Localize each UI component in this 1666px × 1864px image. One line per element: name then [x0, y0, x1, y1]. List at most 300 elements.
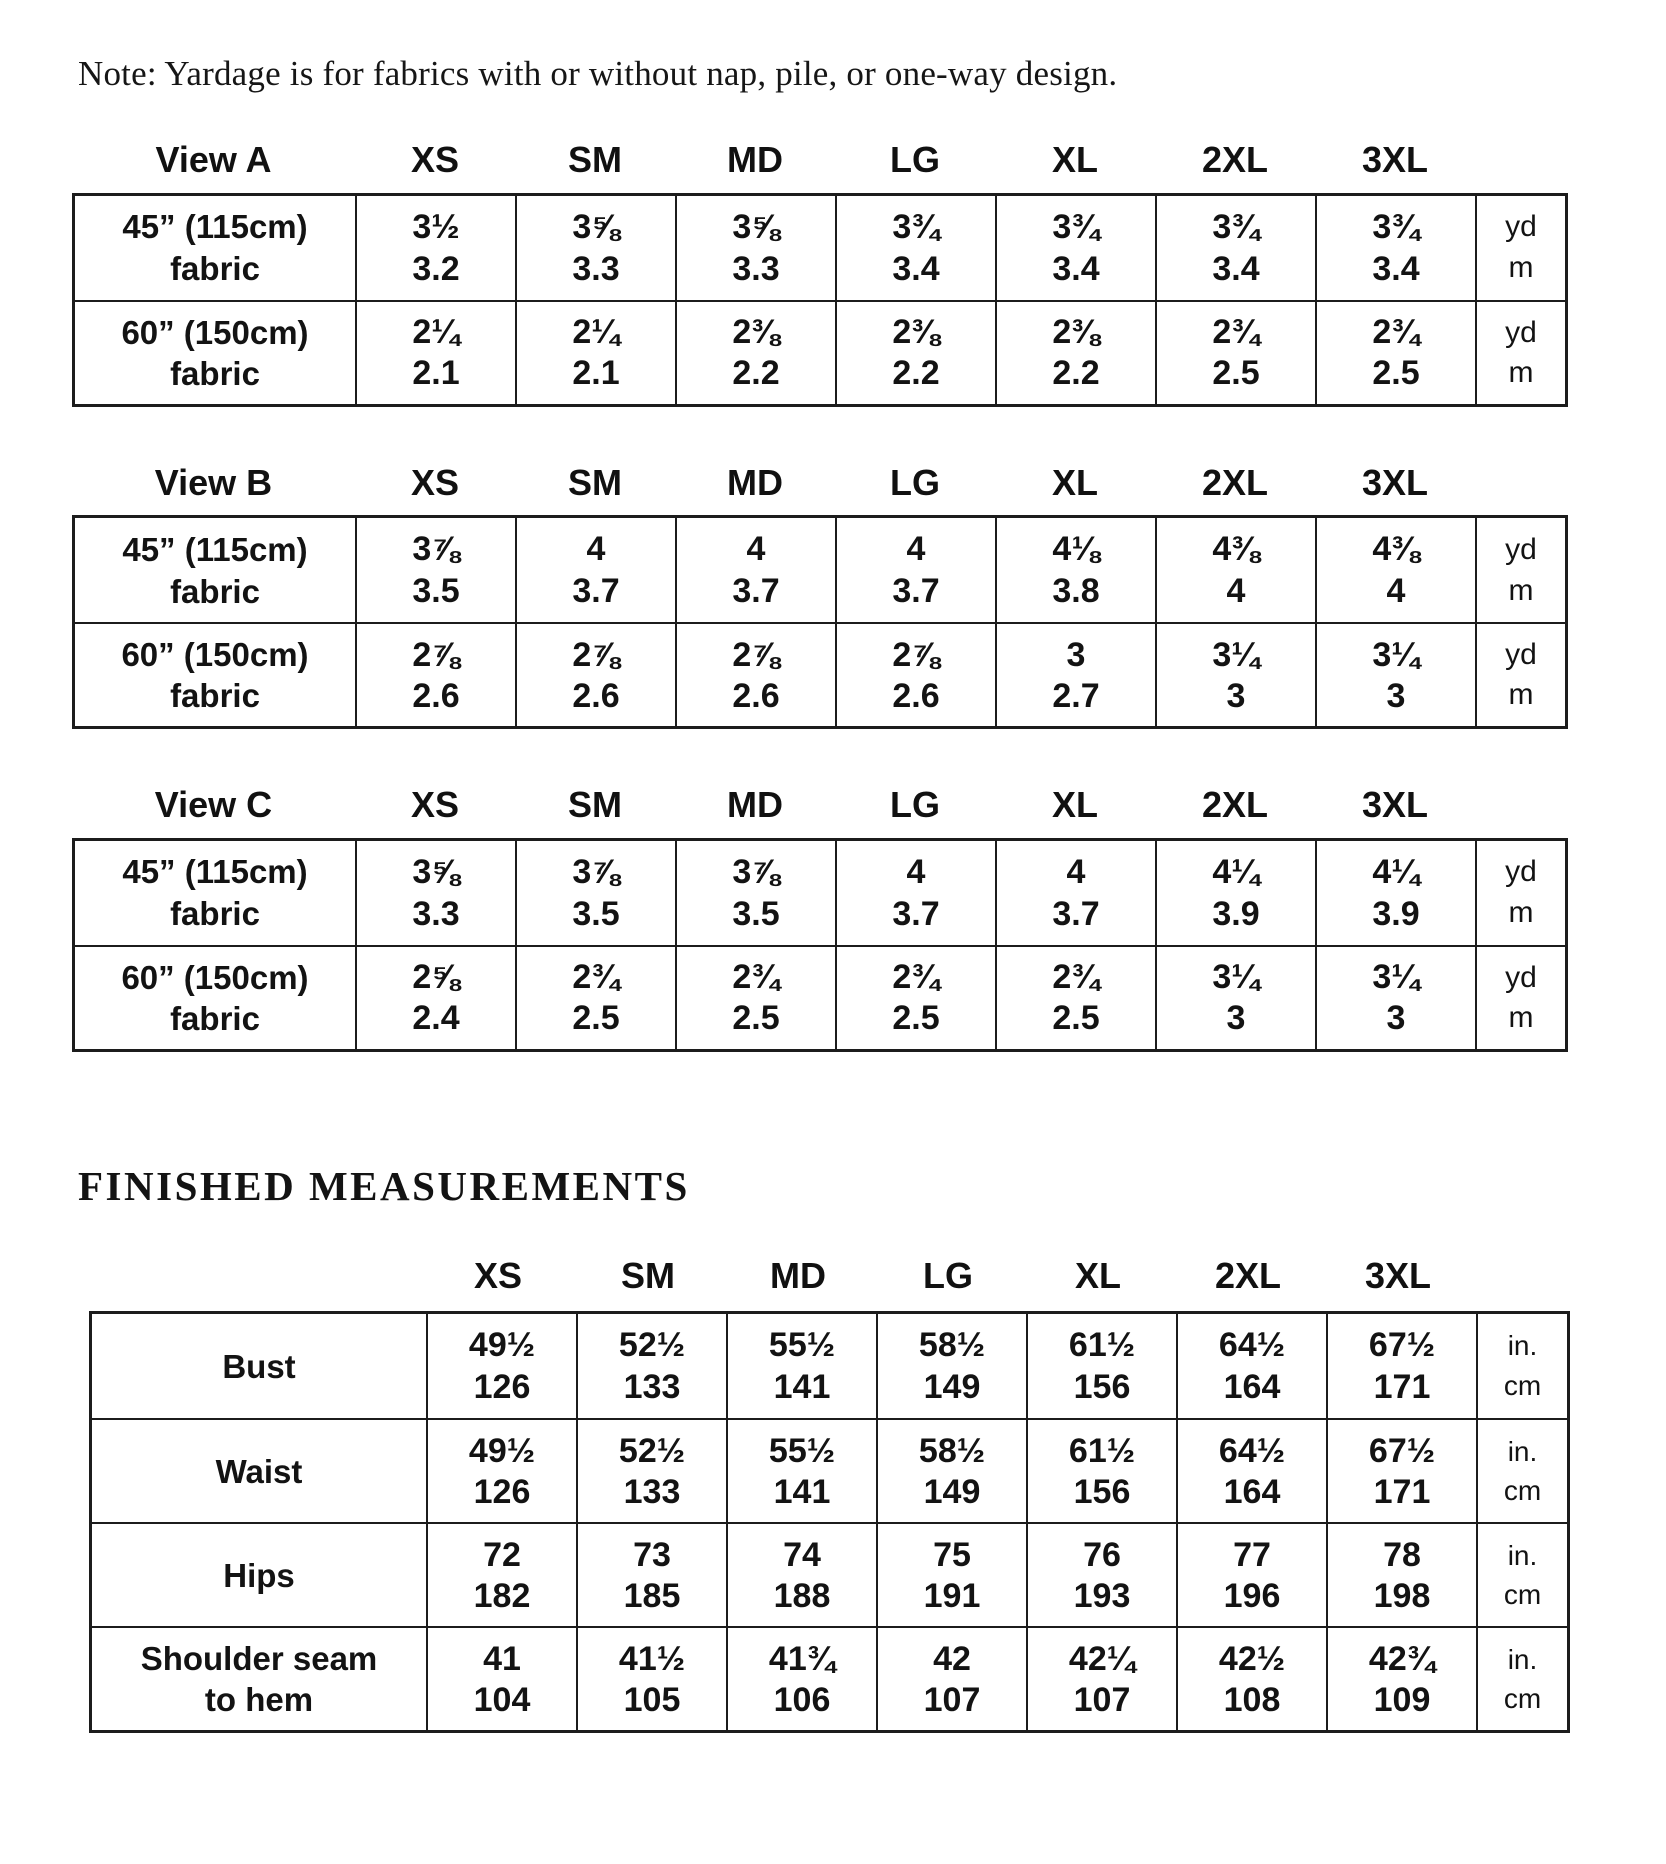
- finished-measurements-section: [89, 1256, 1666, 1734]
- m-unit-label: m: [1508, 678, 1534, 712]
- view-a-title: View A: [155, 139, 272, 180]
- unit-cell: [1475, 518, 1565, 622]
- m-value: 2.6: [892, 676, 940, 715]
- in-value: 67½: [1368, 1431, 1436, 1470]
- in-value: 41½: [618, 1639, 686, 1678]
- yd-value: 3¼: [1372, 958, 1420, 997]
- m-value: 3: [1386, 999, 1406, 1038]
- size-header-md: MD: [727, 139, 783, 180]
- fabric-width-label: 60” (150cm): [121, 313, 309, 351]
- m-value: 2.5: [892, 999, 940, 1038]
- measurement-cell-lg: [876, 1524, 1026, 1626]
- unit-cell: [1476, 1628, 1567, 1730]
- cm-value: 105: [623, 1681, 681, 1720]
- yardage-cell-xs: [355, 196, 515, 300]
- in-value: 41¾: [768, 1639, 836, 1678]
- cm-value: 107: [923, 1681, 981, 1720]
- fabric-45-row: [75, 841, 1565, 945]
- fabric-word-label: fabric: [170, 677, 260, 715]
- measurement-cell-lg: [876, 1314, 1026, 1418]
- measurement-label: Waist: [215, 1452, 303, 1490]
- cm-value: 171: [1373, 1368, 1431, 1407]
- in-value: 77: [1233, 1535, 1271, 1574]
- m-value: 2.5: [572, 999, 620, 1038]
- m-value: 2.2: [1052, 354, 1100, 393]
- in-unit-label: in.: [1507, 1330, 1538, 1362]
- cm-value: 198: [1373, 1577, 1431, 1616]
- yd-value: 3: [1066, 635, 1086, 674]
- row-label-cell: [92, 1524, 426, 1626]
- measurement-cell-xl: [1026, 1420, 1176, 1522]
- yd-unit-label: yd: [1505, 210, 1537, 244]
- measurement-label-line2: to hem: [204, 1681, 314, 1719]
- in-value: 42¾: [1368, 1639, 1436, 1678]
- m-value: 3.4: [1052, 249, 1100, 288]
- size-header-xl: XL: [1051, 139, 1098, 180]
- view-c-title: View C: [154, 784, 273, 826]
- cm-value: 133: [623, 1368, 681, 1407]
- yardage-cell-lg: [835, 624, 995, 726]
- m-value: 2.1: [572, 354, 620, 393]
- fabric-60-row: [75, 300, 1565, 404]
- in-value: 58½: [918, 1431, 986, 1470]
- size-header-3xl: 3XL: [1361, 139, 1429, 180]
- yardage-cell-2xl: [1155, 518, 1315, 622]
- yd-value: 2¾: [1372, 312, 1420, 351]
- cm-value: 133: [623, 1473, 681, 1512]
- in-value: 61½: [1068, 1326, 1136, 1365]
- unit-cell: [1476, 1524, 1567, 1626]
- unit-cell: [1476, 1420, 1567, 1522]
- yardage-cell-md: [675, 947, 835, 1049]
- size-header-sm: SM: [568, 784, 622, 826]
- size-header-2xl: 2XL: [1201, 461, 1269, 503]
- yd-unit-label: yd: [1505, 315, 1537, 349]
- measurement-cell-md: [726, 1628, 876, 1730]
- yd-value: 3⅞: [412, 530, 460, 569]
- cm-unit-label: cm: [1503, 1579, 1542, 1611]
- yd-value: 2¾: [892, 958, 940, 997]
- yardage-cell-md: [675, 196, 835, 300]
- in-value: 49½: [468, 1431, 536, 1470]
- m-value: 4: [1386, 572, 1406, 611]
- m-unit-label: m: [1508, 896, 1534, 930]
- m-value: 2.5: [1372, 354, 1420, 393]
- yardage-cell-3xl: [1315, 196, 1475, 300]
- yardage-cell-lg: [835, 947, 995, 1049]
- unit-cell: [1475, 947, 1565, 1049]
- fabric-width-label: 60” (150cm): [121, 636, 309, 674]
- yardage-cell-sm: [515, 947, 675, 1049]
- measurement-cell-xs: [426, 1524, 576, 1626]
- unit-cell: [1475, 302, 1565, 404]
- unit-cell: [1475, 196, 1565, 300]
- yd-value: 3⅞: [732, 852, 780, 891]
- cm-unit-label: cm: [1503, 1683, 1542, 1715]
- yardage-cell-3xl: [1315, 302, 1475, 404]
- measurement-cell-xl: [1026, 1314, 1176, 1418]
- yd-value: 2⅝: [412, 958, 460, 997]
- size-header-3xl: 3XL: [1361, 784, 1429, 826]
- yd-value: 3¼: [1372, 635, 1420, 674]
- yd-value: 4: [906, 530, 926, 569]
- m-value: 3.8: [1052, 572, 1100, 611]
- yardage-cell-3xl: [1315, 624, 1475, 726]
- yd-value: 3¾: [892, 207, 940, 246]
- yardage-cell-sm: [515, 518, 675, 622]
- yardage-cell-xs: [355, 518, 515, 622]
- m-unit-label: m: [1508, 1000, 1534, 1034]
- size-header-sm: SM: [568, 139, 622, 180]
- m-value: 3.3: [732, 249, 780, 288]
- yardage-cell-lg: [835, 196, 995, 300]
- cm-value: 141: [773, 1368, 831, 1407]
- view-b-section: [72, 463, 1666, 730]
- m-value: 3.5: [412, 572, 460, 611]
- yd-value: 4¼: [1372, 852, 1420, 891]
- size-header-md: MD: [727, 461, 783, 503]
- view-b-title: View B: [154, 461, 273, 503]
- m-value: 2.6: [732, 676, 780, 715]
- size-header-xs: XS: [410, 461, 460, 503]
- m-value: 3.5: [572, 894, 620, 933]
- fabric-45-row: [75, 196, 1565, 300]
- yardage-cell-xs: [355, 841, 515, 945]
- yd-value: 2¾: [1052, 958, 1100, 997]
- yd-unit-label: yd: [1505, 960, 1537, 994]
- bust-row: [92, 1314, 1567, 1418]
- yardage-cell-3xl: [1315, 518, 1475, 622]
- measurement-cell-lg: [876, 1628, 1026, 1730]
- measurement-cell-3xl: [1326, 1524, 1476, 1626]
- fabric-width-label: 45” (115cm): [122, 853, 308, 891]
- in-value: 42½: [1218, 1639, 1286, 1678]
- measurements-size-header: [89, 1256, 1666, 1296]
- yd-value: 3¾: [1212, 207, 1260, 246]
- measurement-cell-xs: [426, 1420, 576, 1522]
- yd-value: 3¾: [1052, 207, 1100, 246]
- row-label-cell: [75, 302, 355, 404]
- yd-value: 4⅜: [1212, 530, 1260, 569]
- yardage-cell-2xl: [1155, 841, 1315, 945]
- yardage-cell-md: [675, 624, 835, 726]
- yd-value: 2¾: [732, 958, 780, 997]
- m-unit-label: m: [1508, 355, 1534, 389]
- in-value: 73: [633, 1535, 671, 1574]
- size-header-lg: LG: [923, 1254, 973, 1296]
- finished-measurements-heading: FINISHED MEASUREMENTS: [78, 1162, 690, 1209]
- cm-value: 182: [473, 1577, 531, 1616]
- cm-value: 104: [473, 1681, 531, 1720]
- in-value: 55½: [768, 1431, 836, 1470]
- yd-value: 2¾: [1212, 312, 1260, 351]
- measurement-cell-sm: [576, 1524, 726, 1626]
- yardage-cell-md: [675, 518, 835, 622]
- unit-cell: [1476, 1314, 1567, 1418]
- yd-value: 2⅜: [1052, 312, 1100, 351]
- in-unit-label: in.: [1507, 1643, 1538, 1675]
- view-b-size-header: [72, 463, 1666, 503]
- size-header-sm: SM: [621, 1254, 675, 1296]
- cm-value: 109: [1373, 1681, 1431, 1720]
- yardage-cell-sm: [515, 302, 675, 404]
- measurement-label: Shoulder seam: [140, 1640, 378, 1678]
- in-value: 72: [483, 1535, 521, 1574]
- fabric-60-row: [75, 622, 1565, 726]
- yardage-cell-sm: [515, 841, 675, 945]
- view-c-size-header: [72, 785, 1666, 825]
- m-value: 2.7: [1052, 676, 1100, 715]
- yd-value: 2⅜: [732, 312, 780, 351]
- yardage-cell-md: [675, 302, 835, 404]
- fabric-word-label: fabric: [170, 572, 260, 610]
- measurement-cell-2xl: [1176, 1628, 1326, 1730]
- fabric-width-label: 45” (115cm): [122, 530, 308, 568]
- in-value: 64½: [1218, 1431, 1286, 1470]
- measurement-cell-3xl: [1326, 1314, 1476, 1418]
- m-value: 2.1: [412, 354, 460, 393]
- in-value: 58½: [918, 1326, 986, 1365]
- in-value: 42¼: [1068, 1639, 1136, 1678]
- view-b-yardage-table: [72, 515, 1568, 729]
- yd-value: 2⅞: [572, 635, 620, 674]
- yd-value: 4: [746, 530, 766, 569]
- row-label-cell: [75, 518, 355, 622]
- fabric-word-label: fabric: [170, 895, 260, 933]
- yardage-cell-md: [675, 841, 835, 945]
- size-header-2xl: 2XL: [1201, 784, 1269, 826]
- yd-value: 2⅞: [732, 635, 780, 674]
- yardage-cell-3xl: [1315, 947, 1475, 1049]
- yd-value: 2¼: [412, 312, 460, 351]
- in-unit-label: in.: [1507, 1435, 1538, 1467]
- size-header-lg: LG: [890, 139, 940, 180]
- size-header-lg: LG: [890, 784, 940, 826]
- measurement-cell-lg: [876, 1420, 1026, 1522]
- yardage-cell-3xl: [1315, 841, 1475, 945]
- yd-value: 3¼: [1212, 958, 1260, 997]
- in-value: 61½: [1068, 1431, 1136, 1470]
- yd-value: 2¾: [572, 958, 620, 997]
- yd-value: 4⅜: [1372, 530, 1420, 569]
- measurement-cell-2xl: [1176, 1420, 1326, 1522]
- yardage-cell-xl: [995, 302, 1155, 404]
- yardage-cell-sm: [515, 624, 675, 726]
- row-label-cell: [75, 196, 355, 300]
- m-value: 2.5: [1052, 999, 1100, 1038]
- size-header-3xl: 3XL: [1361, 461, 1429, 503]
- row-label-cell: [92, 1314, 426, 1418]
- yd-value: 2⅜: [892, 312, 940, 351]
- view-c-section: [72, 785, 1666, 1052]
- cm-value: 164: [1223, 1368, 1281, 1407]
- size-header-sm: SM: [568, 461, 622, 503]
- measurement-cell-2xl: [1176, 1314, 1326, 1418]
- in-value: 52½: [618, 1431, 686, 1470]
- cm-value: 185: [623, 1577, 681, 1616]
- cm-value: 107: [1073, 1681, 1131, 1720]
- size-header-3xl: 3XL: [1364, 1254, 1432, 1296]
- m-value: 3.4: [1212, 249, 1260, 288]
- m-value: 3: [1226, 999, 1246, 1038]
- size-header-2xl: 2XL: [1201, 139, 1269, 180]
- fabric-60-row: [75, 945, 1565, 1049]
- yd-value: 3⅝: [572, 207, 620, 246]
- in-value: 75: [933, 1535, 971, 1574]
- in-value: 55½: [768, 1326, 836, 1365]
- measurement-cell-xs: [426, 1314, 576, 1418]
- unit-cell: [1475, 624, 1565, 726]
- cm-value: 156: [1073, 1368, 1131, 1407]
- cm-value: 149: [923, 1473, 981, 1512]
- row-label-cell: [75, 947, 355, 1049]
- measurement-cell-md: [726, 1314, 876, 1418]
- yardage-cell-2xl: [1155, 947, 1315, 1049]
- m-value: 3.7: [572, 572, 620, 611]
- hips-row: [92, 1522, 1567, 1626]
- in-value: 64½: [1218, 1326, 1286, 1365]
- in-value: 42: [933, 1639, 971, 1678]
- in-value: 76: [1083, 1535, 1121, 1574]
- m-unit-label: m: [1508, 250, 1534, 284]
- cm-value: 141: [773, 1473, 831, 1512]
- m-value: 3.3: [572, 249, 620, 288]
- size-header-lg: LG: [890, 461, 940, 503]
- in-value: 74: [783, 1535, 821, 1574]
- in-value: 49½: [468, 1326, 536, 1365]
- finished-measurements-table: [89, 1311, 1570, 1733]
- measurement-cell-3xl: [1326, 1420, 1476, 1522]
- cm-value: 164: [1223, 1473, 1281, 1512]
- in-unit-label: in.: [1507, 1539, 1538, 1571]
- fabric-word-label: fabric: [170, 999, 260, 1037]
- measurement-cell-md: [726, 1524, 876, 1626]
- measurement-cell-md: [726, 1420, 876, 1522]
- m-value: 3: [1386, 676, 1406, 715]
- view-a-section: [72, 140, 1666, 407]
- m-value: 2.5: [1212, 354, 1260, 393]
- m-value: 4: [1226, 572, 1246, 611]
- yardage-cell-lg: [835, 518, 995, 622]
- cm-value: 156: [1073, 1473, 1131, 1512]
- m-value: 3.2: [412, 249, 460, 288]
- yd-value: 3⅞: [572, 852, 620, 891]
- size-header-xl: XL: [1051, 784, 1098, 826]
- m-value: 2.2: [732, 354, 780, 393]
- cm-unit-label: cm: [1503, 1475, 1542, 1507]
- yd-unit-label: yd: [1505, 532, 1537, 566]
- row-label-cell: [92, 1420, 426, 1522]
- in-value: 78: [1383, 1535, 1421, 1574]
- yardage-cell-2xl: [1155, 624, 1315, 726]
- m-value: 2.6: [572, 676, 620, 715]
- yd-value: 2¼: [572, 312, 620, 351]
- view-a-size-header: [72, 140, 1666, 180]
- nap-note: Note: Yardage is for fabrics with or without nap, pile, or one-way design.: [78, 54, 1118, 93]
- yd-value: 3⅝: [732, 207, 780, 246]
- in-value: 67½: [1368, 1326, 1436, 1365]
- yardage-cell-xs: [355, 624, 515, 726]
- yd-unit-label: yd: [1505, 638, 1537, 672]
- fabric-45-row: [75, 518, 1565, 622]
- row-label-cell: [75, 624, 355, 726]
- cm-value: 193: [1073, 1577, 1131, 1616]
- fabric-width-label: 60” (150cm): [121, 958, 309, 996]
- yardage-cell-xl: [995, 624, 1155, 726]
- size-header-md: MD: [770, 1254, 826, 1296]
- cm-value: 126: [473, 1368, 531, 1407]
- in-value: 41: [483, 1639, 521, 1678]
- yd-value: 4: [1066, 852, 1086, 891]
- view-c-yardage-table: [72, 838, 1568, 1052]
- measurement-cell-2xl: [1176, 1524, 1326, 1626]
- m-value: 2.2: [892, 354, 940, 393]
- measurement-cell-3xl: [1326, 1628, 1476, 1730]
- row-label-cell: [92, 1628, 426, 1730]
- m-value: 3.3: [412, 894, 460, 933]
- size-header-xs: XS: [410, 139, 460, 180]
- in-value: 52½: [618, 1326, 686, 1365]
- fabric-word-label: fabric: [170, 354, 260, 392]
- cm-value: 171: [1373, 1473, 1431, 1512]
- yardage-cell-2xl: [1155, 302, 1315, 404]
- cm-value: 108: [1223, 1681, 1281, 1720]
- yardage-cell-sm: [515, 196, 675, 300]
- yd-value: 3¾: [1372, 207, 1420, 246]
- m-value: 3.9: [1372, 894, 1420, 933]
- m-value: 3.7: [892, 572, 940, 611]
- cm-value: 188: [773, 1577, 831, 1616]
- yd-value: 3¼: [1212, 635, 1260, 674]
- yd-value: 2⅞: [412, 635, 460, 674]
- yardage-cell-2xl: [1155, 196, 1315, 300]
- cm-value: 149: [923, 1368, 981, 1407]
- m-value: 3.4: [1372, 249, 1420, 288]
- fabric-word-label: fabric: [170, 249, 260, 287]
- m-value: 2.4: [412, 999, 460, 1038]
- size-header-2xl: 2XL: [1214, 1254, 1282, 1296]
- yd-value: 4: [586, 530, 606, 569]
- m-value: 3.7: [1052, 894, 1100, 933]
- measurement-cell-xl: [1026, 1628, 1176, 1730]
- measurement-label: Hips: [223, 1556, 295, 1594]
- yardage-cell-xs: [355, 947, 515, 1049]
- unit-cell: [1475, 841, 1565, 945]
- size-header-xl: XL: [1051, 461, 1098, 503]
- yd-unit-label: yd: [1505, 855, 1537, 889]
- size-header-xs: XS: [473, 1254, 523, 1296]
- yardage-cell-lg: [835, 302, 995, 404]
- yardage-cell-lg: [835, 841, 995, 945]
- size-header-xs: XS: [410, 784, 460, 826]
- yardage-cell-xl: [995, 518, 1155, 622]
- yardage-cell-xs: [355, 302, 515, 404]
- yd-value: 4: [906, 852, 926, 891]
- yardage-cell-xl: [995, 841, 1155, 945]
- cm-value: 191: [923, 1577, 981, 1616]
- measurement-cell-sm: [576, 1420, 726, 1522]
- m-value: 2.5: [732, 999, 780, 1038]
- m-value: 3.7: [732, 572, 780, 611]
- view-a-yardage-table: [72, 193, 1568, 407]
- cm-value: 106: [773, 1681, 831, 1720]
- cm-value: 196: [1223, 1577, 1281, 1616]
- measurement-cell-xl: [1026, 1524, 1176, 1626]
- yd-value: 4¼: [1212, 852, 1260, 891]
- yd-value: 3⅝: [412, 852, 460, 891]
- m-value: 3.7: [892, 894, 940, 933]
- m-value: 3.5: [732, 894, 780, 933]
